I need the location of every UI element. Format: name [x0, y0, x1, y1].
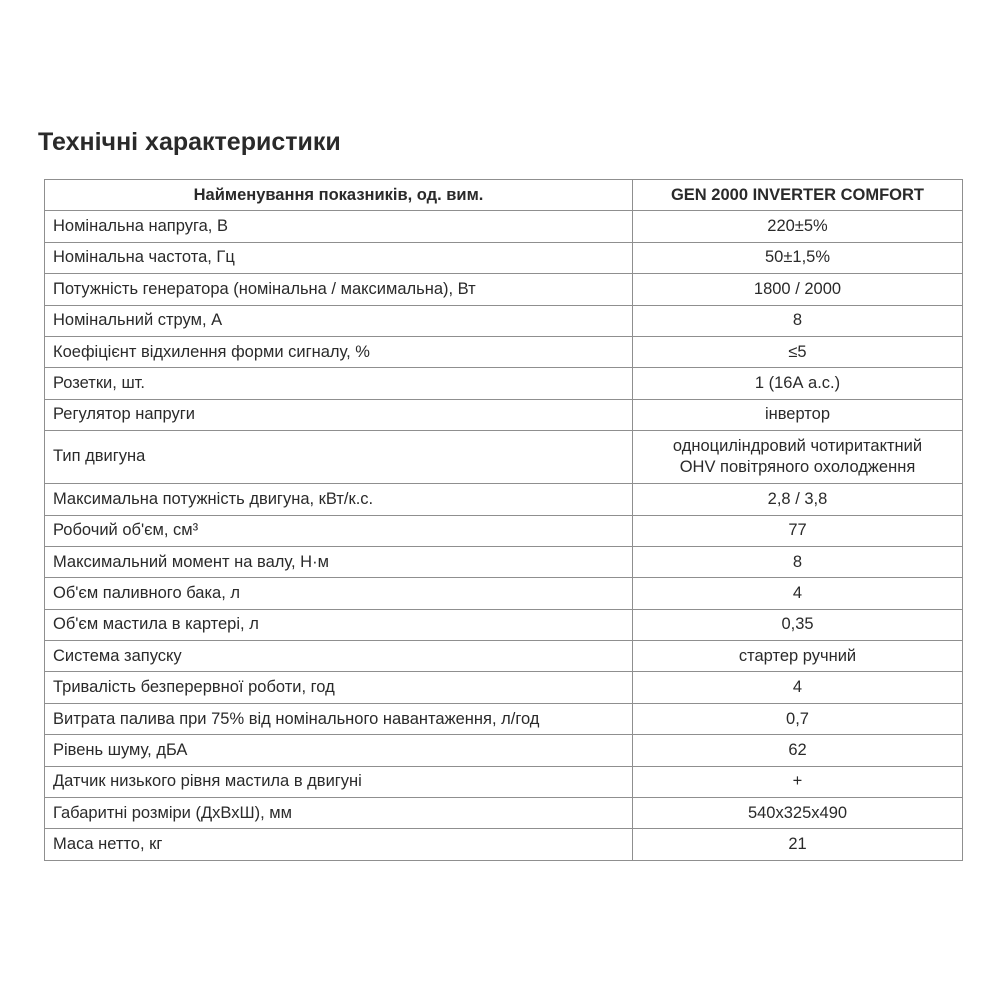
row-value: +: [633, 766, 963, 797]
table-row: [45, 336, 963, 367]
row-param: Максимальна потужність двигуна, кВт/к.с.: [45, 484, 633, 515]
row-value: 21: [633, 829, 963, 860]
row-value: 4: [633, 672, 963, 703]
row-param: Витрата палива при 75% від номінального навантаження, л/год: [45, 703, 633, 734]
row-param: Тривалість безперервної роботи, год: [45, 672, 633, 703]
table-row: [45, 399, 963, 430]
table-row: [45, 829, 963, 860]
table-row: [45, 242, 963, 273]
row-param: Об'єм мастила в картері, л: [45, 609, 633, 640]
table-row: [45, 546, 963, 577]
row-param: Маса нетто, кг: [45, 829, 633, 860]
row-param: Потужність генератора (номінальна / максимальна), Вт: [45, 274, 633, 305]
row-value: 77: [633, 515, 963, 546]
table-row: [45, 735, 963, 766]
row-param: Коефіцієнт відхилення форми сигналу, %: [45, 336, 633, 367]
row-param: Тип двигуна: [45, 431, 633, 484]
row-value: 8: [633, 546, 963, 577]
table-row: [45, 609, 963, 640]
row-param: Робочий об'єм, см³: [45, 515, 633, 546]
row-value: 220±5%: [633, 211, 963, 242]
row-value-line-2: OHV повітряного охолодження: [679, 458, 916, 477]
row-value: 1 (16А а.с.): [633, 368, 963, 399]
table-row: [45, 274, 963, 305]
row-param: Максимальний момент на валу, Н·м: [45, 546, 633, 577]
row-value: 0,35: [633, 609, 963, 640]
row-value: стартер ручний: [633, 641, 963, 672]
row-param: Регулятор напруги: [45, 399, 633, 430]
table-row: [45, 515, 963, 546]
table-row: [45, 798, 963, 829]
row-param: Рівень шуму, дБА: [45, 735, 633, 766]
row-value: 2,8 / 3,8: [633, 484, 963, 515]
row-value-line-1: одноциліндровий чотиритактний: [672, 436, 923, 455]
column-header-parameter: Найменування показників, од. вим.: [45, 180, 633, 211]
table-row: [45, 578, 963, 609]
column-header-model: GEN 2000 INVERTER COMFORT: [633, 180, 963, 211]
row-param: Номінальний струм, А: [45, 305, 633, 336]
row-param: Габаритні розміри (ДхВхШ), мм: [45, 798, 633, 829]
row-param: Номінальна частота, Гц: [45, 242, 633, 273]
row-value: 540x325x490: [633, 798, 963, 829]
row-value: [633, 431, 963, 484]
row-value: 1800 / 2000: [633, 274, 963, 305]
row-param: Розетки, шт.: [45, 368, 633, 399]
table-row: [45, 703, 963, 734]
row-value: 8: [633, 305, 963, 336]
row-value: ≤5: [633, 336, 963, 367]
page-title: Технічні характеристики: [38, 128, 341, 156]
table-row: [45, 484, 963, 515]
table-header-row: [45, 180, 963, 211]
table-row: [45, 641, 963, 672]
table-row: [45, 368, 963, 399]
table-row: [45, 672, 963, 703]
row-value: 4: [633, 578, 963, 609]
specifications-table: [44, 179, 963, 861]
row-value: інвертор: [633, 399, 963, 430]
row-param: Система запуску: [45, 641, 633, 672]
table-row: [45, 766, 963, 797]
table-row: [45, 211, 963, 242]
row-value: 50±1,5%: [633, 242, 963, 273]
table-row: [45, 431, 963, 484]
row-value: 62: [633, 735, 963, 766]
row-param: Номінальна напруга, В: [45, 211, 633, 242]
table-row: [45, 305, 963, 336]
row-param: Датчик низького рівня мастила в двигуні: [45, 766, 633, 797]
row-value: 0,7: [633, 703, 963, 734]
row-param: Об'єм паливного бака, л: [45, 578, 633, 609]
